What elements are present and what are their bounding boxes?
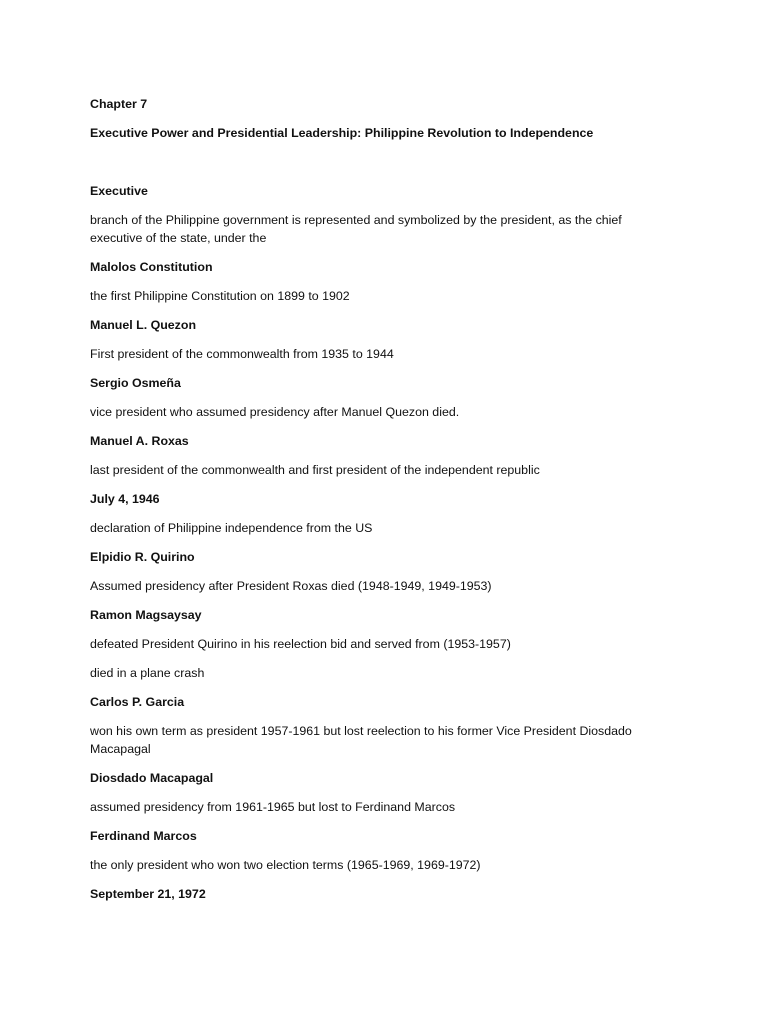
term-heading: Diosdado Macapagal xyxy=(90,771,214,785)
term-heading: Manuel A. Roxas xyxy=(90,434,189,448)
term-heading: Sergio Osmeña xyxy=(90,376,181,390)
document-page xyxy=(90,95,665,914)
term-heading: September 21, 1972 xyxy=(90,887,206,901)
term-definition: declaration of Philippine independence from the US xyxy=(90,521,373,535)
term-definition: defeated President Quirino in his reelection bid and served from (1953-1957) xyxy=(90,637,511,651)
term-definition: the first Philippine Constitution on 1899 to 1902 xyxy=(90,289,350,303)
term-heading: Executive xyxy=(90,184,148,198)
term-heading: Ramon Magsaysay xyxy=(90,608,202,622)
term-definition: died in a plane crash xyxy=(90,666,205,680)
term-definition: assumed presidency from 1961-1965 but lost to Ferdinand Marcos xyxy=(90,800,456,814)
term-definition: the only president who won two election terms (1965-1969, 1969-1972) xyxy=(90,858,481,872)
term-definition: vice president who assumed presidency after Manuel Quezon died. xyxy=(90,405,460,419)
chapter-heading: Chapter 7 xyxy=(90,97,148,111)
term-heading: July 4, 1946 xyxy=(90,492,160,506)
term-heading: Carlos P. Garcia xyxy=(90,695,185,709)
term-heading: Ferdinand Marcos xyxy=(90,829,197,843)
term-heading: Manuel L. Quezon xyxy=(90,318,197,332)
term-definition: Assumed presidency after President Roxas died (1948-1949, 1949-1953) xyxy=(90,579,492,593)
term-definition: won his own term as president 1957-1961 but lost reelection to his former Vice President Diosdado Macapagal xyxy=(90,724,632,756)
term-heading: Elpidio R. Quirino xyxy=(90,550,195,564)
term-definition: branch of the Philippine government is represented and symbolized by the president, as the chief executive of the state, under the xyxy=(90,213,622,245)
chapter-title: Executive Power and Presidential Leadership: Philippine Revolution to Independence xyxy=(90,126,594,140)
term-heading: Malolos Constitution xyxy=(90,260,213,274)
term-definition: First president of the commonwealth from 1935 to 1944 xyxy=(90,347,394,361)
term-definition: last president of the commonwealth and first president of the independent republic xyxy=(90,463,540,477)
